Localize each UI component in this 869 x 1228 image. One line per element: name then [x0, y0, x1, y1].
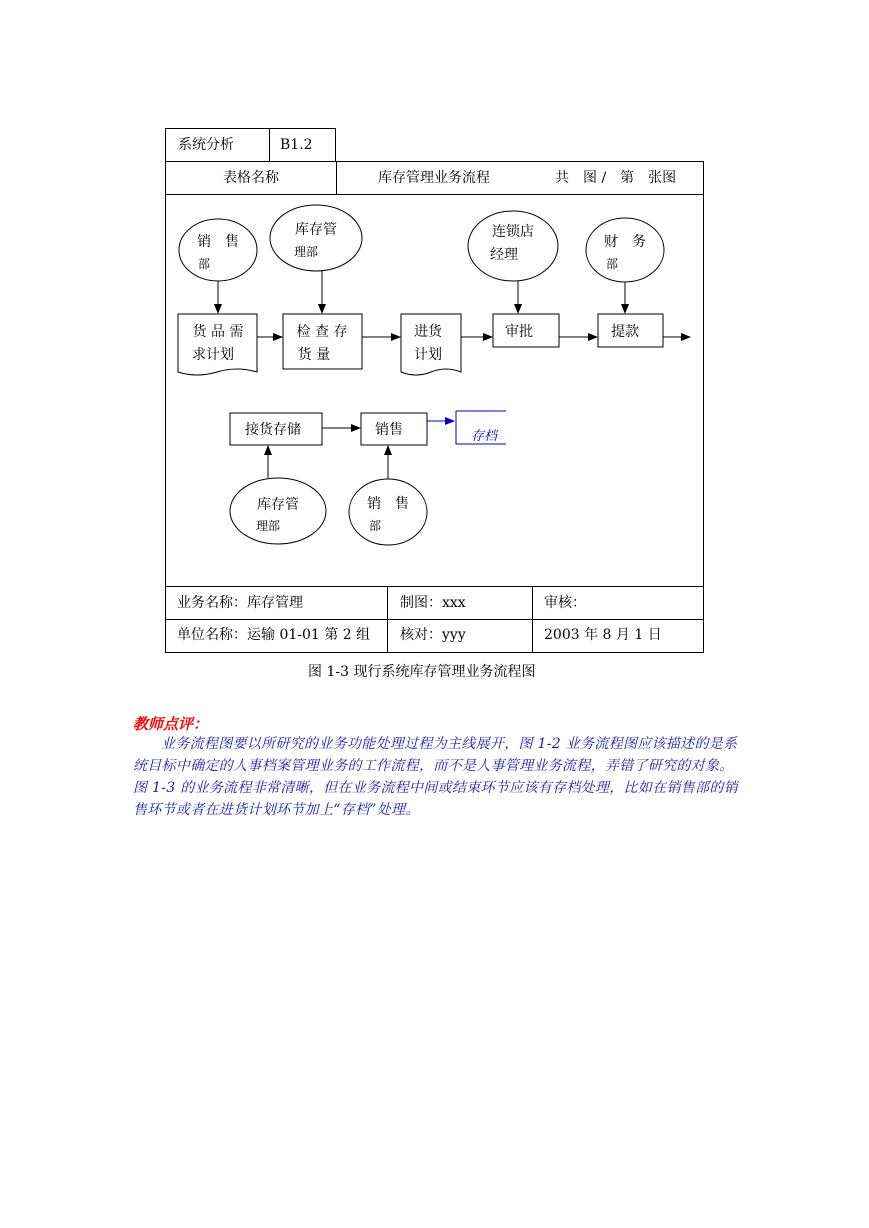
- svg-text:连锁店: 连锁店: [492, 224, 534, 240]
- svg-text:接货存储: 接货存储: [245, 422, 301, 438]
- form-name-label: 表格名称: [223, 170, 279, 186]
- svg-text:部: 部: [368, 519, 382, 533]
- process-withdraw: [598, 314, 663, 347]
- svg-text:库存管: 库存管: [295, 222, 337, 238]
- actor-inventory-2: [230, 478, 326, 544]
- doc-purchase-plan: [401, 314, 461, 375]
- svg-text:检 查 存: 检 查 存: [296, 324, 348, 340]
- svg-text:存档: 存档: [470, 429, 498, 444]
- svg-text:理部: 理部: [293, 245, 319, 259]
- svg-text:销 售: 销 售: [367, 496, 409, 512]
- process-sell: [361, 413, 427, 445]
- svg-text:求计划: 求计划: [192, 347, 234, 363]
- doc-demand-plan: [178, 314, 257, 375]
- svg-text:货 量: 货 量: [297, 347, 331, 363]
- unit-name: 单位名称：运输 01-01 第 2 组: [177, 627, 371, 643]
- svg-text:销 售: 销 售: [197, 234, 239, 250]
- actor-chain-manager: [468, 211, 558, 281]
- svg-text:经理: 经理: [490, 247, 518, 263]
- comment-body: 业务流程图要以所研究的业务功能处理过程为主线展开，图 1-2 业务流程图应该描述的是系统目标中确定的人事档案管理业务的工作流程，而不是人事管理业务流程，弄错了研究的对象。图 1-3 的业务流程非常清晰，但在业务流程中间或结束环节应该有存档处理，比如在销售部的销售环节或者在进货计划环节加上“存档”处理。: [133, 736, 738, 818]
- analysis-label: 系统分析: [178, 137, 234, 153]
- svg-text:部: 部: [197, 257, 211, 271]
- form-code: B1.2: [280, 137, 313, 153]
- svg-text:销售: 销售: [375, 422, 403, 438]
- reviewer: 审核：: [544, 595, 586, 611]
- svg-text:理部: 理部: [255, 519, 281, 533]
- process-check-stock: [283, 314, 362, 369]
- actor-sales-2: [349, 479, 427, 545]
- actor-finance: [586, 218, 664, 282]
- actor-sales-1: [179, 219, 257, 281]
- actor-inventory-1: [270, 205, 362, 271]
- svg-text:进货: 进货: [414, 324, 442, 340]
- svg-text:货 品 需: 货 品 需: [192, 324, 244, 340]
- drawer: 制图：xxx: [400, 595, 466, 611]
- archive-store: [456, 411, 506, 444]
- svg-text:库存管: 库存管: [257, 497, 299, 513]
- svg-text:部: 部: [605, 257, 619, 271]
- comment-title: 教师点评：: [133, 715, 209, 733]
- svg-text:计划: 计划: [414, 347, 442, 363]
- figure-caption: 图 1-3 现行系统库存管理业务流程图: [308, 664, 536, 680]
- page-info: 共 图 / 第 张图: [555, 170, 677, 186]
- svg-text:财 务: 财 务: [604, 234, 646, 250]
- process-approve: [493, 314, 559, 347]
- checker: 核对：yyy: [400, 627, 466, 643]
- svg-text:审批: 审批: [505, 324, 533, 340]
- business-name: 业务名称：库存管理: [177, 595, 303, 611]
- form-name: 库存管理业务流程: [378, 170, 490, 186]
- svg-text:提款: 提款: [611, 324, 639, 340]
- date: 2003 年 8 月 1 日: [544, 627, 662, 643]
- process-receive-store: [230, 413, 322, 445]
